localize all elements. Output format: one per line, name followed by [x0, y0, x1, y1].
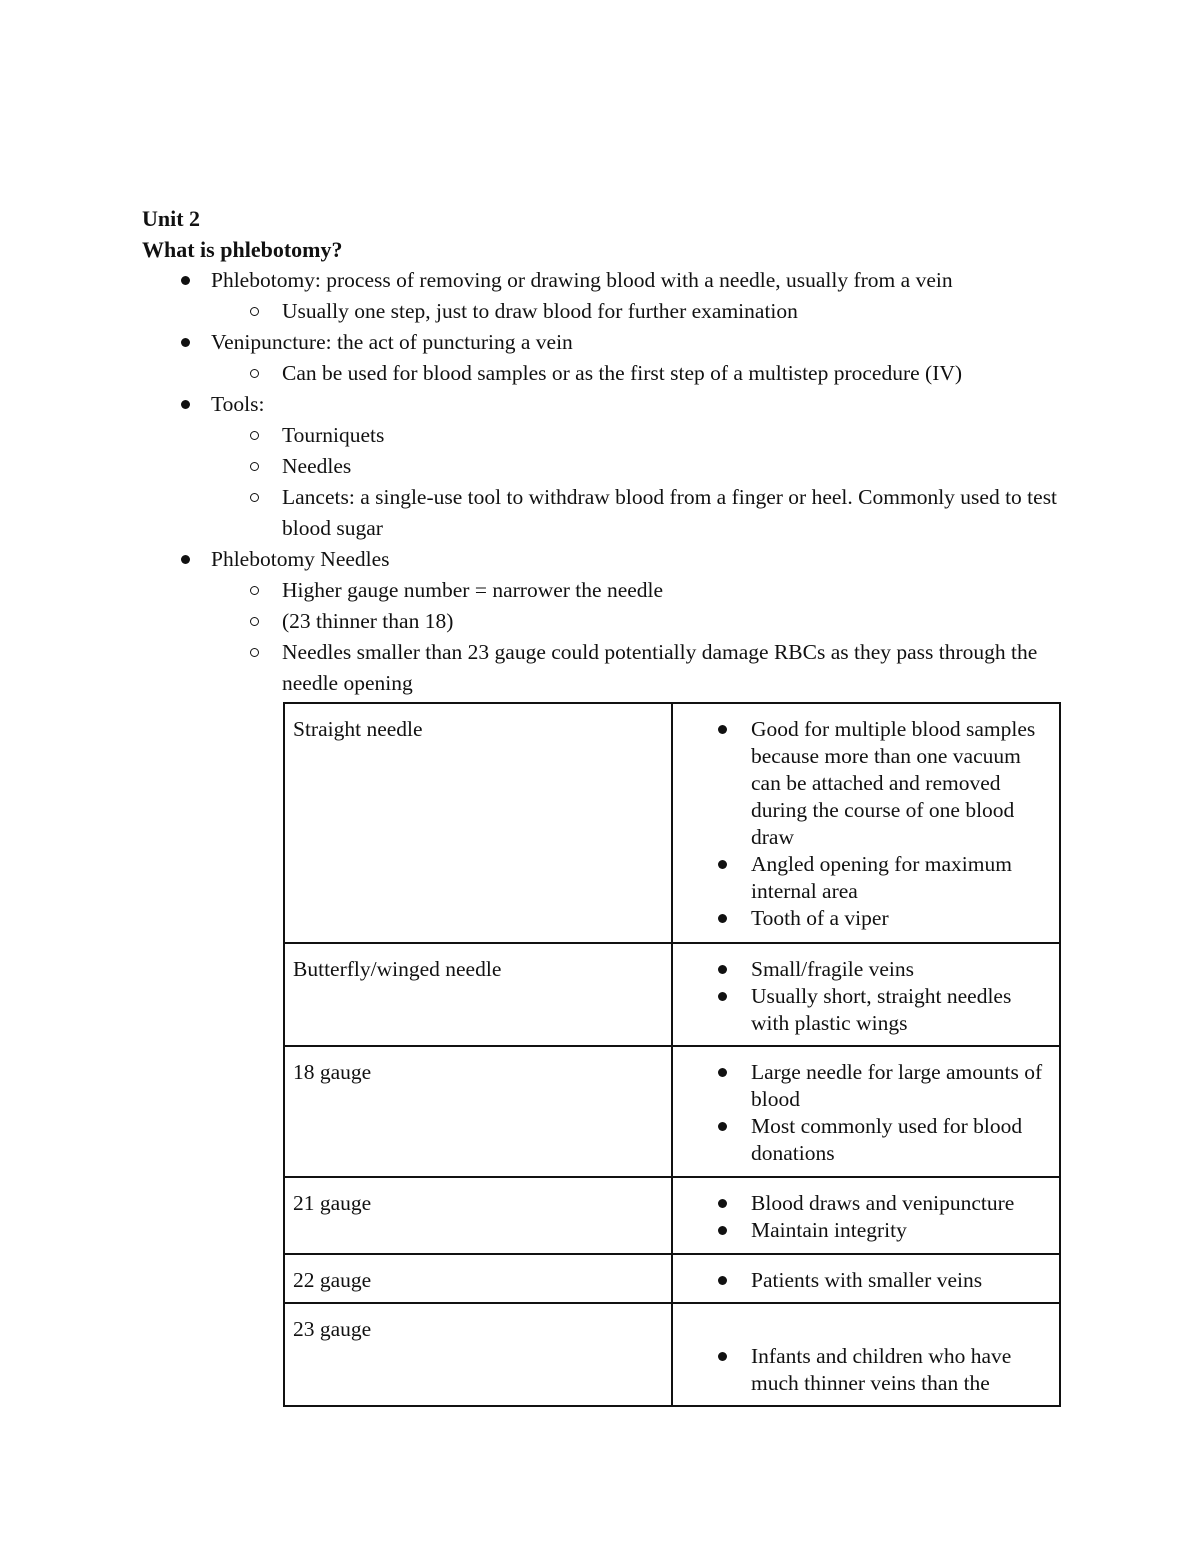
circle-bullet-icon [247, 358, 261, 389]
needle-note-text: Most commonly used for blood donations [751, 1114, 1023, 1165]
outline-subitem-text: Lancets: a single-use tool to withdraw blood from a finger or heel. Commonly used to test blood sugar [282, 485, 1058, 540]
bullet-icon [715, 1267, 729, 1294]
bullet-icon [715, 716, 729, 743]
outline-subitem-text: Higher gauge number = narrower the needle [282, 578, 664, 602]
needle-note-text: Infants and children who have much thinner veins than the [751, 1344, 1012, 1395]
bullet-icon [715, 1343, 729, 1370]
bullet-icon [715, 905, 729, 932]
bullet-icon [715, 1190, 729, 1217]
outline-subitem-text: Can be used for blood samples or as the first step of a multistep procedure (IV) [282, 361, 963, 385]
outline-subitem-text: Usually one step, just to draw blood for further examination [282, 299, 798, 323]
needle-note-text: Angled opening for maximum internal area [751, 852, 1012, 903]
needle-note-text: Good for multiple blood samples because more than one vacuum can be attached and removed during the course of one blood draw [751, 717, 1036, 849]
outline-sublist [282, 420, 1072, 544]
table-row [284, 943, 1060, 1046]
outline-item-text: Tools: [211, 392, 265, 416]
outline-subitem-text: Needles smaller than 23 gauge could potentially damage RBCs as they pass through the needle opening [282, 640, 1038, 695]
outline-sublist [282, 575, 1072, 699]
table-row [284, 1177, 1060, 1254]
table-row [284, 1046, 1060, 1177]
section-title: What is phlebotomy? [142, 237, 343, 262]
bullet-icon [715, 983, 729, 1010]
needle-notes-list [673, 1343, 1051, 1397]
needle-notes-cell [672, 1254, 1060, 1303]
needle-note [673, 1217, 1051, 1244]
needle-note-text: Usually short, straight needles with plastic wings [751, 984, 1012, 1035]
needle-notes-list [673, 1190, 1051, 1244]
outline-subitem [211, 296, 1072, 327]
outline-item-text: Phlebotomy: process of removing or drawing blood with a needle, usually from a vein [211, 268, 953, 292]
document-content [142, 203, 1072, 699]
circle-bullet-icon [247, 296, 261, 327]
outline-subitem [211, 420, 1072, 451]
bullet-icon [715, 956, 729, 983]
outline-subitem-text: (23 thinner than 18) [282, 609, 454, 633]
outline-item [142, 389, 1072, 544]
outline-subitem-text: Tourniquets [282, 423, 385, 447]
needle-table [283, 702, 1061, 1407]
circle-bullet-icon [247, 575, 261, 606]
circle-bullet-icon [247, 451, 261, 482]
needle-notes-list [673, 1059, 1051, 1167]
outline-list [142, 265, 1072, 699]
needle-notes-cell [672, 1177, 1060, 1254]
unit-title: Unit 2 [142, 206, 201, 231]
outline-subitem [211, 451, 1072, 482]
table-row [284, 1303, 1060, 1406]
needle-note [673, 1059, 1051, 1113]
needle-name-cell: 23 gauge [284, 1303, 672, 1406]
needle-note [673, 1343, 1051, 1397]
needle-notes-cell [672, 1046, 1060, 1177]
needle-note-text: Large needle for large amounts of blood [751, 1060, 1043, 1111]
circle-bullet-icon [247, 606, 261, 637]
needle-note [673, 956, 1051, 983]
needle-name-cell: Straight needle [284, 703, 672, 943]
needle-notes-cell [672, 943, 1060, 1046]
outline-sublist [282, 296, 1072, 327]
circle-bullet-icon [247, 420, 261, 451]
needle-name-cell: 22 gauge [284, 1254, 672, 1303]
needle-notes-list [673, 1267, 1051, 1294]
bullet-icon [715, 1113, 729, 1140]
circle-bullet-icon [247, 482, 261, 513]
bullet-icon [178, 265, 192, 296]
bullet-icon [715, 851, 729, 878]
needle-notes-cell [672, 703, 1060, 943]
needle-note [673, 1113, 1051, 1167]
bullet-icon [715, 1217, 729, 1244]
needle-name-cell: 21 gauge [284, 1177, 672, 1254]
circle-bullet-icon [247, 637, 261, 668]
outline-subitem [211, 606, 1072, 637]
needle-note-text: Blood draws and venipuncture [751, 1191, 1015, 1215]
outline-sublist [282, 358, 1072, 389]
outline-item [142, 265, 1072, 327]
bullet-icon [178, 544, 192, 575]
bullet-icon [715, 1059, 729, 1086]
outline-item [142, 327, 1072, 389]
needle-note-text: Maintain integrity [751, 1218, 907, 1242]
outline-subitem-text: Needles [282, 454, 352, 478]
needle-notes-cell [672, 1303, 1060, 1406]
needle-note [673, 983, 1051, 1037]
needle-notes-list [673, 956, 1051, 1037]
needle-name-cell: 18 gauge [284, 1046, 672, 1177]
outline-subitem [211, 482, 1072, 544]
table-row [284, 703, 1060, 943]
outline-item [142, 544, 1072, 699]
outline-subitem [211, 637, 1072, 699]
needle-note [673, 905, 1051, 932]
table-row [284, 1254, 1060, 1303]
outline-subitem [211, 575, 1072, 606]
needle-note-text: Tooth of a viper [751, 906, 889, 930]
needle-note [673, 851, 1051, 905]
outline-subitem [211, 358, 1072, 389]
needle-note [673, 716, 1051, 851]
bullet-icon [178, 389, 192, 420]
outline-item-text: Phlebotomy Needles [211, 547, 390, 571]
needle-name-cell: Butterfly/winged needle [284, 943, 672, 1046]
bullet-icon [178, 327, 192, 358]
outline-item-text: Venipuncture: the act of puncturing a vein [211, 330, 573, 354]
needle-notes-list [673, 716, 1051, 932]
needle-note [673, 1267, 1051, 1294]
needle-note-text: Patients with smaller veins [751, 1268, 983, 1292]
needle-note [673, 1190, 1051, 1217]
needle-note-text: Small/fragile veins [751, 957, 915, 981]
